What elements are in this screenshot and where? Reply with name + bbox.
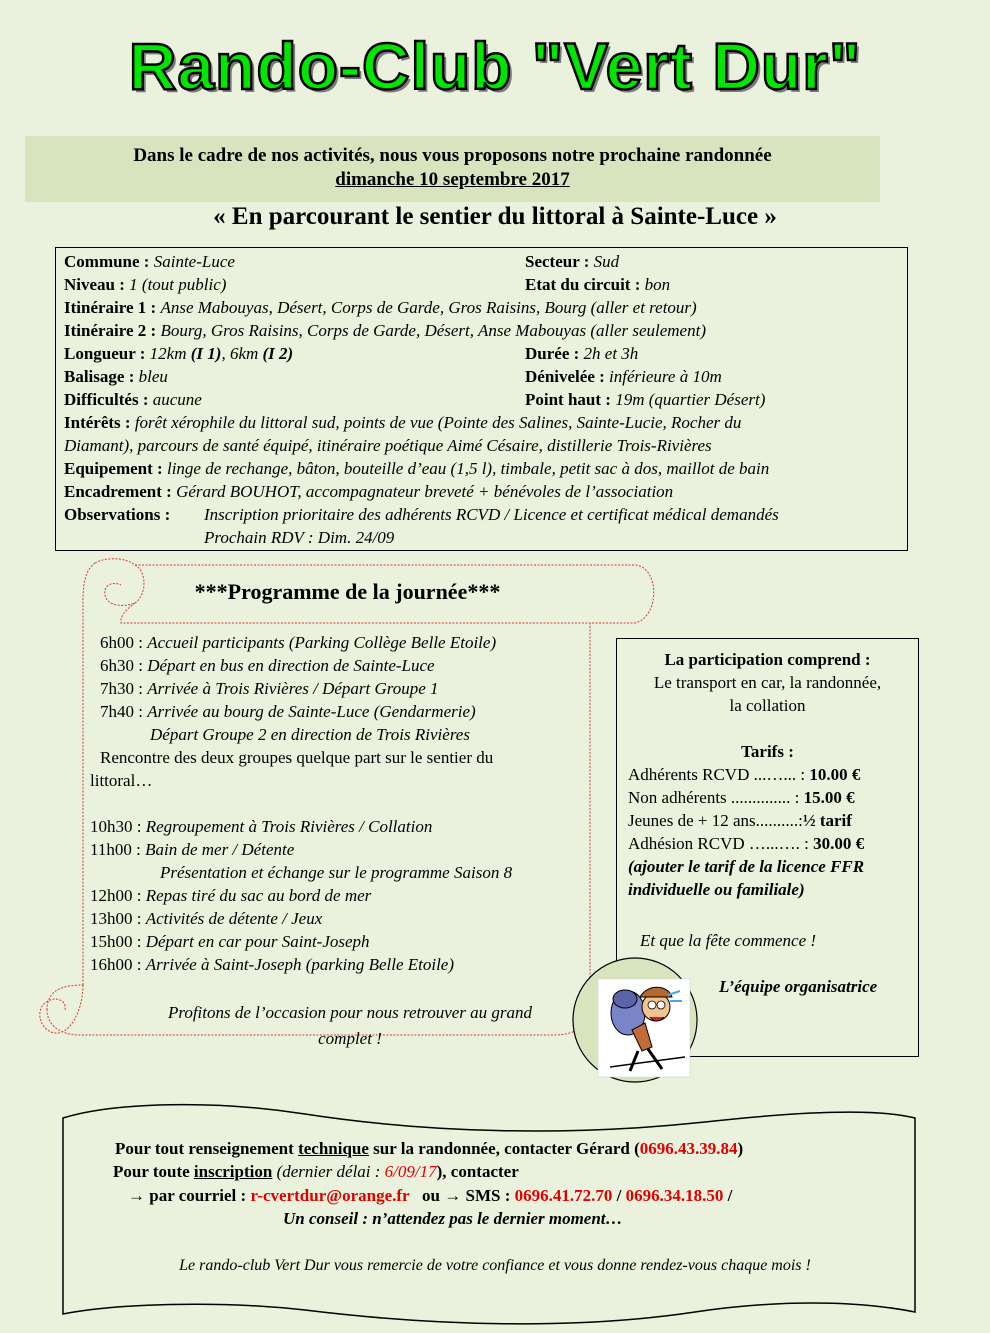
- contact-text: ou → SMS :: [422, 1186, 511, 1205]
- contact-line-2: [113, 1160, 519, 1183]
- programme-time: 10h30 :: [90, 817, 142, 836]
- interets-label: Intérêts :: [64, 413, 131, 432]
- tarif-note: individuelle ou familiale): [628, 880, 805, 899]
- programme-time: 11h00 :: [90, 840, 141, 859]
- itineraire1-value: Anse Mabouyas, Désert, Corps de Garde, Gros Raisins, Bourg (aller et retour): [160, 298, 697, 317]
- tarif-label: Adhésion RCVD …...…. :: [628, 834, 809, 853]
- programme-footer-line: complet !: [318, 1029, 382, 1048]
- programme-desc: Repas tiré du sac au bord de mer: [145, 886, 372, 905]
- contact-text: Pour toute: [113, 1162, 190, 1181]
- denivelee-value: inférieure à 10m: [609, 367, 722, 386]
- longueur-value-d: (I 2): [262, 344, 294, 363]
- tarif-label: Adhérents RCVD ...…... :: [628, 765, 806, 784]
- intro-text: [25, 144, 880, 192]
- balisage-label: Balisage :: [64, 367, 135, 386]
- tarif-row: [628, 832, 864, 855]
- programme-time: 13h00 :: [90, 909, 142, 928]
- programme-item: [160, 861, 512, 884]
- phone-gerard[interactable]: 0696.43.39.84: [639, 1139, 738, 1158]
- programme-time: 6h30 :: [100, 656, 143, 675]
- secteur-value: Sud: [593, 252, 620, 271]
- contact-line-1: [115, 1137, 743, 1160]
- programme-desc: Départ Groupe 2 en direction de Trois Rivières: [150, 725, 470, 744]
- itineraire1-label: Itinéraire 1 :: [64, 298, 157, 317]
- email-link[interactable]: r-cvertdur@orange.fr: [250, 1186, 410, 1205]
- tarif-price: ½ tarif: [802, 811, 852, 830]
- info-box: [55, 247, 908, 551]
- programme-item: [100, 654, 435, 677]
- contact-text: /: [727, 1186, 733, 1205]
- tarif-note: (ajouter le tarif de la licence FFR: [628, 857, 865, 876]
- observations-label: Observations :: [64, 505, 171, 524]
- difficultes-label: Difficultés :: [64, 390, 149, 409]
- programme-item: [100, 746, 493, 769]
- programme-time: 16h00 :: [90, 955, 142, 974]
- secteur-label: Secteur :: [525, 252, 590, 271]
- programme-desc: Bain de mer / Détente: [145, 840, 295, 859]
- programme-desc: Départ en car pour Saint-Joseph: [145, 932, 370, 951]
- point-haut-value: 19m (quartier Désert): [615, 390, 766, 409]
- contact-text: → par courriel :: [128, 1186, 247, 1205]
- denivelee-label: Dénivelée :: [525, 367, 605, 386]
- tarif-row: [628, 809, 852, 832]
- programme-item: [90, 815, 432, 838]
- etat-label: Etat du circuit :: [525, 275, 641, 294]
- programme-desc: Arrivée au bourg de Sainte-Luce (Gendarmerie): [147, 702, 476, 721]
- participation-heading: La participation comprend :: [664, 650, 871, 669]
- longueur-value-a: 12km: [149, 344, 187, 363]
- programme-item: [150, 723, 470, 746]
- sms-number-2[interactable]: 0696.34.18.50: [625, 1186, 724, 1205]
- tarif-label: Non adhérents .............. :: [628, 788, 800, 807]
- contact-text: Pour tout renseignement: [115, 1139, 294, 1158]
- encadrement-value: Gérard BOUHOT, accompagnateur breveté + bénévoles de l’association: [176, 482, 674, 501]
- balisage-value: bleu: [138, 367, 168, 386]
- commune-label: Commune :: [64, 252, 150, 271]
- programme-time: 6h00 :: [100, 633, 143, 652]
- programme-desc: Accueil participants (Parking Collège Belle Etoile): [147, 633, 497, 652]
- difficultes-value: aucune: [152, 390, 202, 409]
- tarif-price: 15.00 €: [803, 788, 855, 807]
- contact-text: technique: [298, 1139, 369, 1158]
- deadline-date: 6/09/17: [384, 1162, 437, 1181]
- programme-desc: Regroupement à Trois Rivières / Collation: [145, 817, 433, 836]
- equipement-label: Equipement :: [64, 459, 163, 478]
- contact-text: ): [737, 1139, 744, 1158]
- thanks-text: Le rando-club Vert Dur vous remercie de votre confiance et vous donne rendez-vous chaque mois !: [179, 1257, 811, 1274]
- programme-time: 15h00 :: [90, 932, 142, 951]
- tarif-price: 30.00 €: [813, 834, 865, 853]
- programme-desc: Présentation et échange sur le programme Saison 8: [160, 863, 513, 882]
- observations-value-1: Inscription prioritaire des adhérents RCVD / Licence et certificat médical demandés: [204, 505, 779, 524]
- programme-item: [90, 930, 370, 953]
- programme-desc: Arrivée à Saint-Joseph (parking Belle Etoile): [145, 955, 455, 974]
- participation-line: Le transport en car, la randonnée,: [653, 673, 882, 692]
- contact-text: ), contacter: [436, 1162, 519, 1181]
- programme-desc: Arrivée à Trois Rivières / Départ Groupe 1: [147, 679, 439, 698]
- etat-value: bon: [644, 275, 671, 294]
- longueur-value-b: (I 1): [190, 344, 222, 363]
- equipe-text: L’équipe organisatrice: [719, 977, 878, 996]
- sms-number-1[interactable]: 0696.41.72.70: [514, 1186, 613, 1205]
- hike-date: dimanche 10 septembre 2017: [335, 169, 570, 190]
- commune-value: Sainte-Luce: [153, 252, 235, 271]
- hike-subtitle: « En parcourant le sentier du littoral à Sainte-Luce »: [213, 203, 777, 230]
- intro-line: Dans le cadre de nos activités, nous vous proposons notre prochaine randonnée: [133, 145, 772, 166]
- longueur-label: Longueur :: [64, 344, 146, 363]
- point-haut-label: Point haut :: [525, 390, 611, 409]
- tarif-row: [628, 786, 855, 809]
- programme-desc: Activités de détente / Jeux: [145, 909, 323, 928]
- encadrement-label: Encadrement :: [64, 482, 172, 501]
- longueur-value-c: , 6km: [221, 344, 259, 363]
- observations-value-2: Prochain RDV : Dim. 24/09: [204, 528, 395, 547]
- niveau-value: 1 (tout public): [129, 275, 227, 294]
- programme-desc: Départ en bus en direction de Sainte-Luce: [147, 656, 435, 675]
- contact-text: inscription: [193, 1162, 273, 1181]
- page-title: Rando-Club "Vert Dur": [128, 29, 862, 103]
- conseil-text: Un conseil : n’attendez pas le dernier moment…: [283, 1209, 623, 1228]
- equipement-value: linge de rechange, bâton, bouteille d’eau (1,5 l), timbale, petit sac à dos, maillot de bain: [166, 459, 770, 478]
- programme-footer: [100, 1000, 600, 1052]
- tarifs-heading: Tarifs :: [741, 742, 794, 761]
- participation-line: la collation: [729, 696, 806, 715]
- duree-label: Durée :: [525, 344, 580, 363]
- programme-item: [90, 884, 371, 907]
- contact-line-3: [128, 1184, 732, 1207]
- itineraire2-value: Bourg, Gros Raisins, Corps de Garde, Désert, Anse Mabouyas (aller seulement): [160, 321, 706, 340]
- programme-item: [100, 677, 439, 700]
- programme-text: littoral…: [90, 771, 153, 790]
- programme-footer-line: Profitons de l’occasion pour nous retrouver au grand: [167, 1003, 533, 1022]
- programme-time: 12h00 :: [90, 886, 142, 905]
- tarif-label: Jeunes de + 12 ans..........:: [628, 811, 803, 830]
- programme-item: [90, 769, 152, 792]
- niveau-label: Niveau :: [64, 275, 125, 294]
- programme-time: 7h40 :: [100, 702, 143, 721]
- contact-text: /: [616, 1186, 622, 1205]
- fete-text: Et que la fête commence !: [640, 931, 817, 950]
- programme-time: 7h30 :: [100, 679, 143, 698]
- programme-item: [100, 631, 496, 654]
- itineraire2-label: Itinéraire 2 :: [64, 321, 157, 340]
- duree-value: 2h et 3h: [583, 344, 639, 363]
- contact-text: (dernier délai :: [276, 1162, 381, 1181]
- programme-item: [90, 953, 454, 976]
- tarif-row: [628, 763, 860, 786]
- interets-value-1: forêt xérophile du littoral sud, points de vue (Pointe des Salines, Sainte-Lucie, Rocher du: [134, 413, 742, 432]
- programme-title: ***Programme de la journée***: [194, 579, 501, 604]
- programme-text: Rencontre des deux groupes quelque part sur le sentier du: [100, 748, 494, 767]
- tarif-price: 10.00 €: [809, 765, 861, 784]
- interets-value-2: Diamant), parcours de santé équipé, itinéraire poétique Aimé Césaire, distillerie Trois-Rivières: [64, 436, 712, 455]
- contact-text: sur la randonnée, contacter Gérard (: [373, 1139, 640, 1158]
- hiker-illustration: [570, 955, 700, 1085]
- programme-item: [90, 907, 322, 930]
- programme-item: [100, 700, 476, 723]
- programme-item: [90, 838, 294, 861]
